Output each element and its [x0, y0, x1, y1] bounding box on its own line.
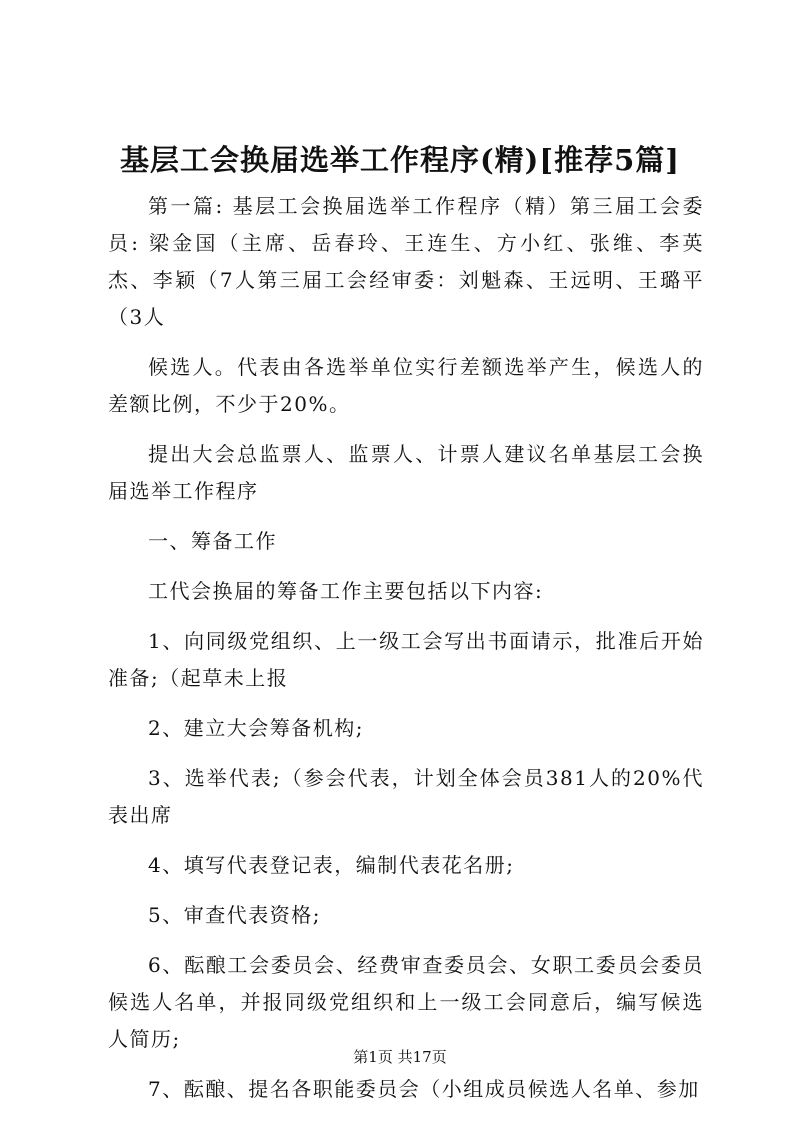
paragraph: 候选人。代表由各选举单位实行差额选举产生，候选人的差额比例，不少于20%。 — [108, 355, 704, 416]
page-footer: 第1页 共17页 — [353, 1048, 447, 1066]
paragraph: 4、填写代表登记表，编制代表花名册; — [148, 853, 515, 877]
paragraph: 7、酝酿、提名各职能委员会（小组成员候选人名单、参加 — [148, 1077, 700, 1101]
paragraph: 6、酝酿工会委员会、经费审查委员会、女职工委员会委员候选人名单，并报同级党组织和上一级工会同意后，编写候选人简历; — [108, 953, 704, 1051]
paragraph: 5、审查代表资格; — [148, 903, 321, 927]
paragraph: 第一篇: 基层工会换届选举工作程序（精）第三届工会委员: 梁金国（主席、岳春玲、王连生、方小红、张维、李英杰、李颖（7人第三届工会经审委：刘魁森、王远明、王璐平（3人 — [108, 194, 704, 329]
document-body — [108, 188, 704, 1121]
paragraph: 3、选举代表;（参会代表，计划全体会员381人的20%代表出席 — [108, 766, 704, 827]
paragraph: 一、筹备工作 — [148, 529, 277, 553]
paragraph: 工代会换届的筹备工作主要包括以下内容: — [148, 579, 544, 603]
paragraph: 1、向同级党组织、上一级工会写出书面请示，批准后开始准备;（起草未上报 — [108, 629, 704, 690]
paragraph: 2、建立大会筹备机构; — [148, 716, 364, 740]
paragraph: 提出大会总监票人、监票人、计票人建议名单基层工会换届选举工作程序 — [108, 442, 704, 503]
document-title: 基层工会换届选举工作程序(精)[推荐5篇] — [119, 143, 681, 177]
